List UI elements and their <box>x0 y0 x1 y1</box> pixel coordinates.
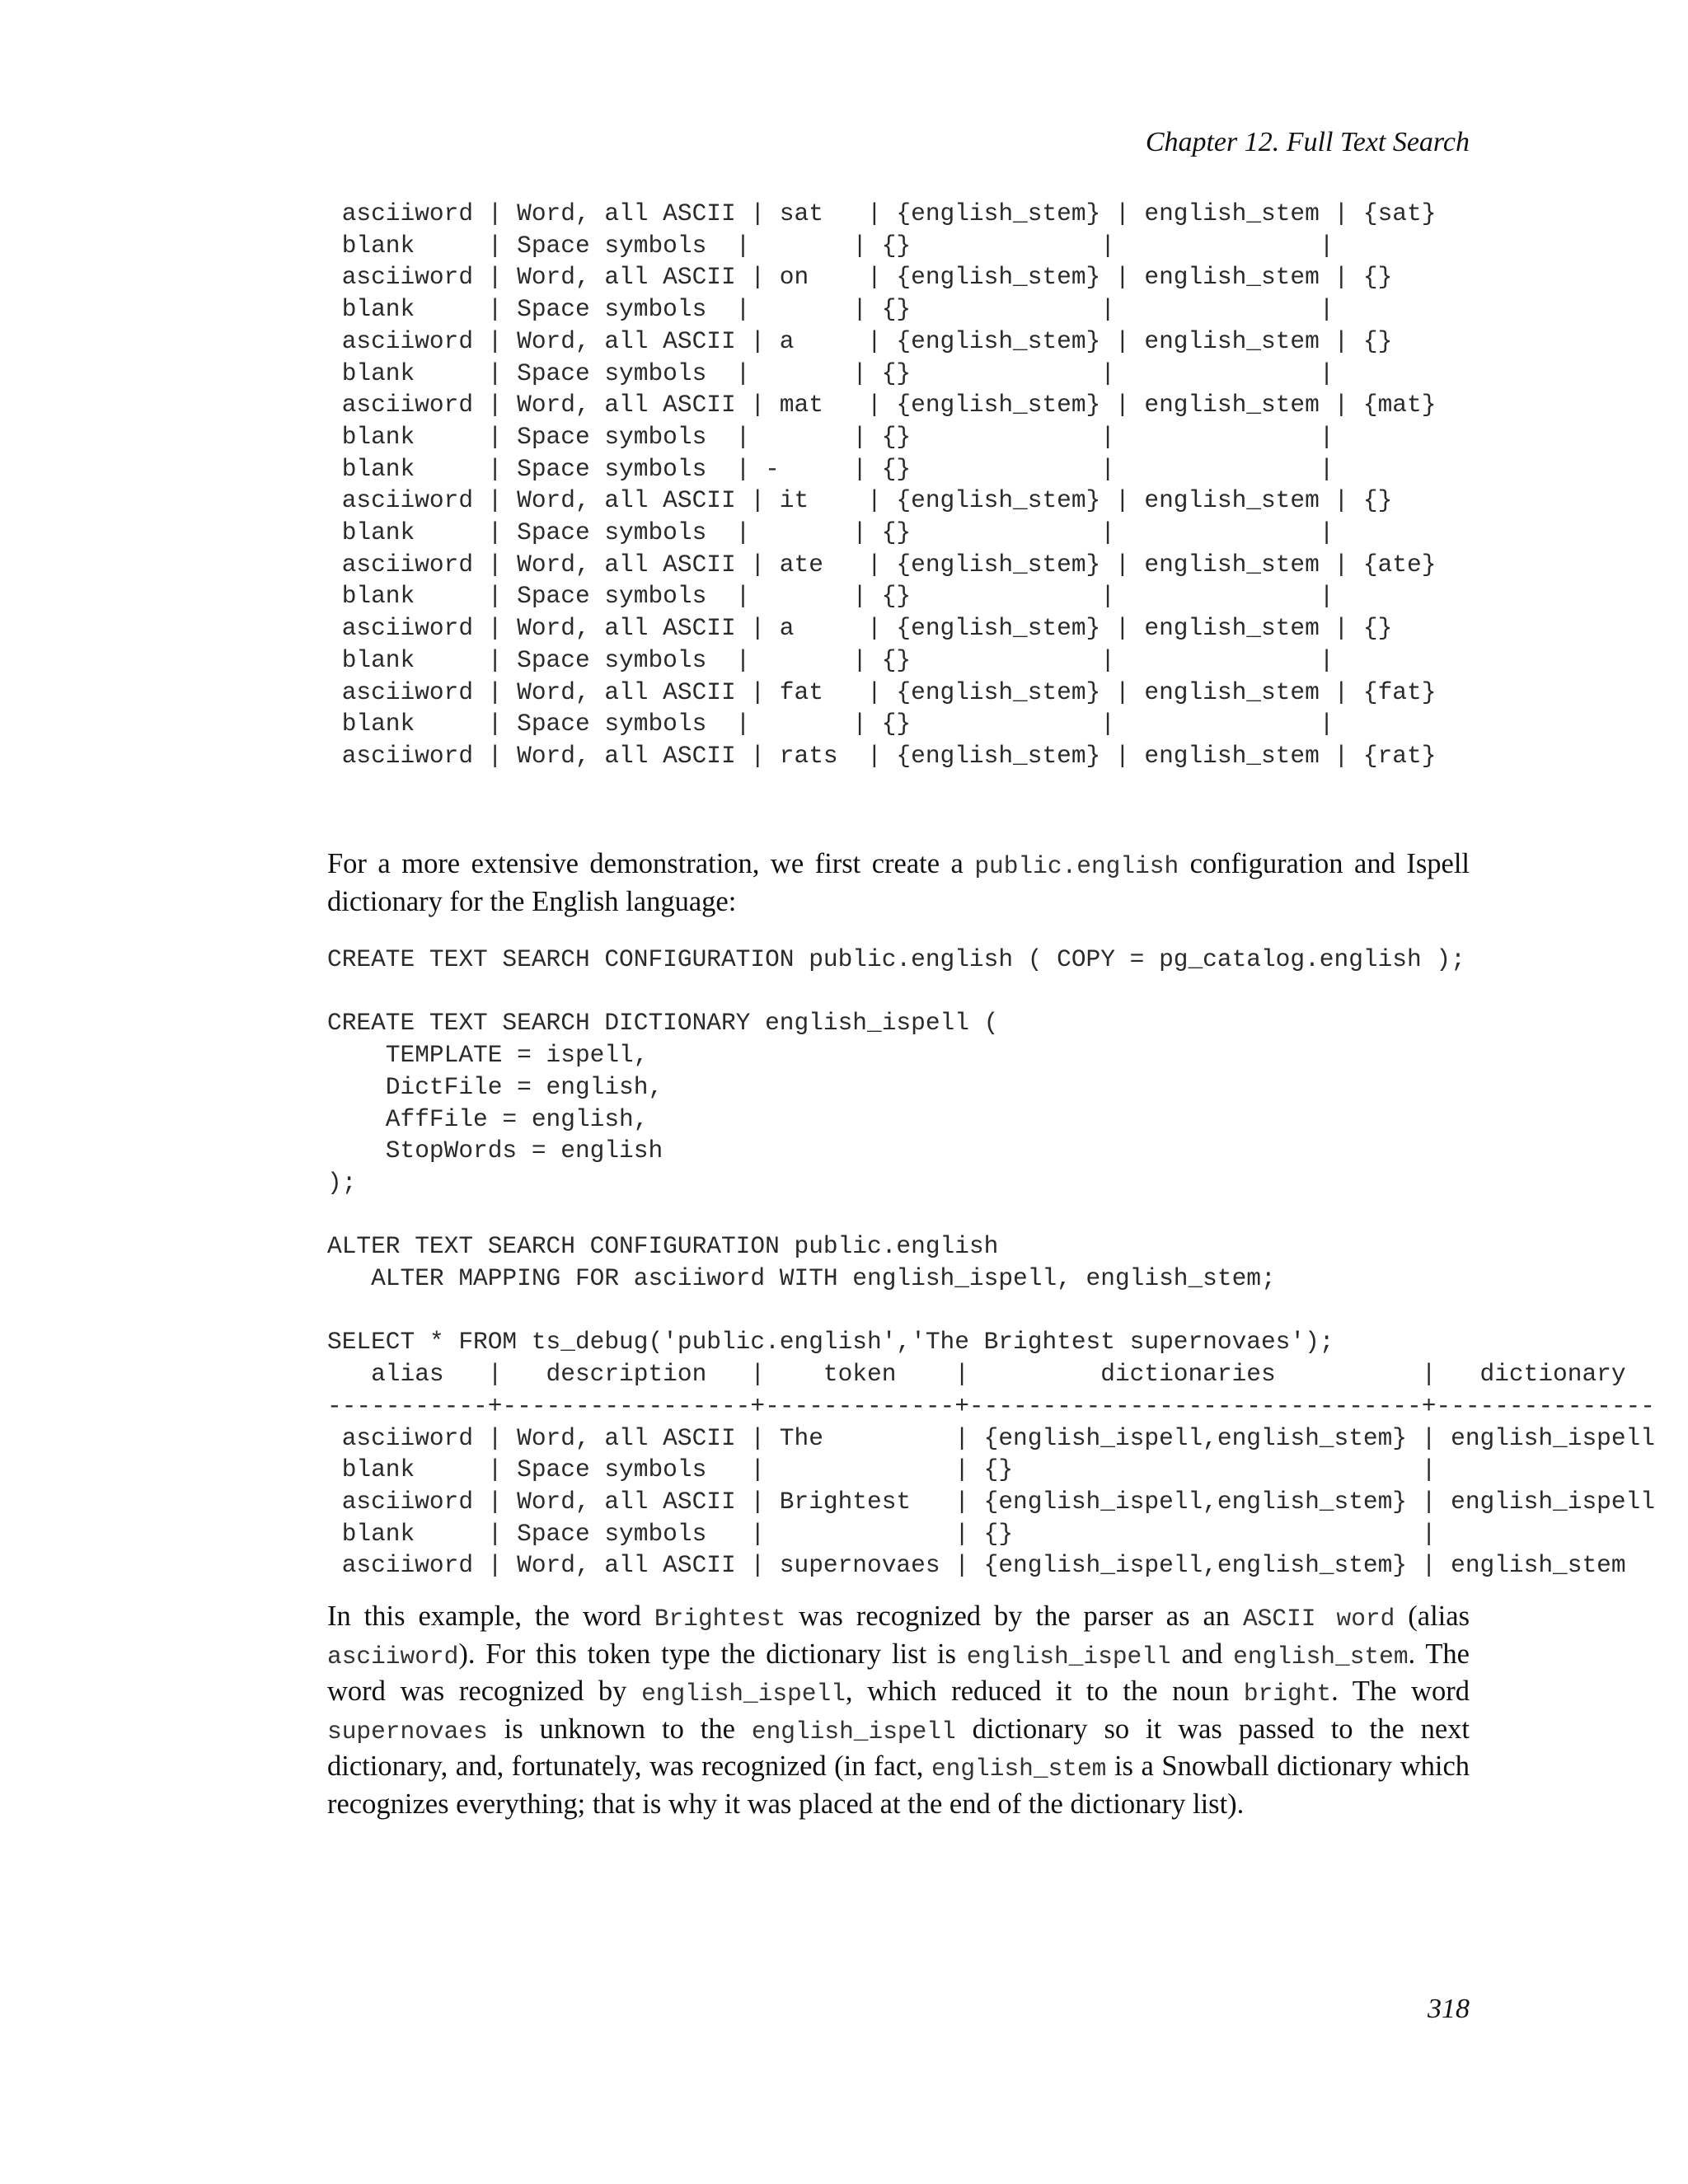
inline-code: public.english <box>974 852 1179 880</box>
explanation-paragraph <box>327 1599 1470 1822</box>
inline-code: supernovaes <box>327 1717 488 1746</box>
ts-debug-output-continued <box>327 198 1436 772</box>
text-run: ). For this token type the dictionary list is <box>458 1638 967 1670</box>
inline-code: english_ispell <box>641 1680 846 1708</box>
text-run: . The word was recognized by <box>327 1638 1470 1708</box>
inline-code: bright <box>1243 1680 1332 1708</box>
inline-code: english_ispell <box>751 1717 956 1746</box>
inline-code: ASCII word <box>1242 1605 1395 1633</box>
text-run: . The word <box>1331 1675 1470 1708</box>
inline-code: english_stem <box>1233 1642 1409 1671</box>
text-run: (alias <box>1395 1601 1470 1632</box>
inline-code: Brightest <box>654 1605 786 1633</box>
inline-code: asciiword <box>327 1642 459 1671</box>
text-run: , which reduced it to the noun <box>845 1675 1244 1708</box>
chapter-header: Chapter 12. Full Text Search <box>1145 127 1470 157</box>
text-run: configuration and Ispell dictionary for the English language: <box>327 848 1470 917</box>
text-run: was recognized by the parser as an <box>785 1601 1243 1632</box>
intro-paragraph <box>327 846 1470 919</box>
page-number: 318 <box>1428 1994 1470 2024</box>
sql-example-code: CREATE TEXT SEARCH CONFIGURATION public.english ( COPY = pg_catalog.english ); CREATE TEXT SEARCH DICTIONARY english_ispell ( TEMPLATE = ispell, DictFile = english, AffFile = english, StopWords = english ); ALTER TEXT SEARCH CONFIGURATION public.english ALTER MAPPING FOR asciiword WITH english_ispell, english_stem; SELECT * FROM ts_debug('public.english','The Brightest supernovaes'); alias | description | token | dictionaries | dictionary -----------+-----------------+-------------+-------------------------------+--------------- asciiword | Word, all ASCII | The | {english_ispell,english_stem} | english_ispell blank | Space symbols | | {} | asciiword | Word, all ASCII | Brightest | {english_ispell,english_stem} | english_ispell blank | Space symbols | | {} | asciiword | Word, all ASCII | supernovaes | {english_ispell,english_stem} | english_stem <box>327 945 1655 1580</box>
text-run: In this example, the word <box>327 1601 654 1632</box>
text-run: dictionary so it was passed to the next dictionary, and, fortunately, was recognized (in fact, <box>327 1713 1470 1783</box>
text-run: and <box>1170 1638 1234 1670</box>
text-run: is unknown to the <box>487 1713 752 1745</box>
inline-code: english_ispell <box>966 1642 1171 1671</box>
text-run: is a Snowball dictionary which recognizes everything; that is why it was placed at the end of the dictionary list). <box>327 1750 1470 1820</box>
inline-code: english_stem <box>931 1755 1107 1783</box>
ts-debug-output-rows: asciiword | Word, all ASCII | sat | {english_stem} | english_stem | {sat} blank | Space symbols | | {} | | asciiword | Word, all ASCII | on | {english_stem} | english_stem | {} blank | Space symbols | | {} | | asciiword | Word, all ASCII | a | {english_stem} | english_stem | {} blank | Space symbols | | {} | | asciiword | Word, all ASCII | mat | {english_stem} | english_stem | {mat} blank | Space symbols | | {} | | blank | Space symbols | - | {} | | asciiword | Word, all ASCII | it | {english_stem} | english_stem | {} blank | Space symbols | | {} | | asciiword | Word, all ASCII | ate | {english_stem} | english_stem | {ate} blank | Space symbols | | {} | | asciiword | Word, all ASCII | a | {english_stem} | english_stem | {} blank | Space symbols | | {} | | asciiword | Word, all ASCII | fat | {english_stem} | english_stem | {fat} blank | Space symbols | | {} | | asciiword | Word, all ASCII | rats | {english_stem} | english_stem | {rat} <box>341 199 1437 770</box>
text-run: For a more extensive demonstration, we first create a <box>327 848 975 879</box>
